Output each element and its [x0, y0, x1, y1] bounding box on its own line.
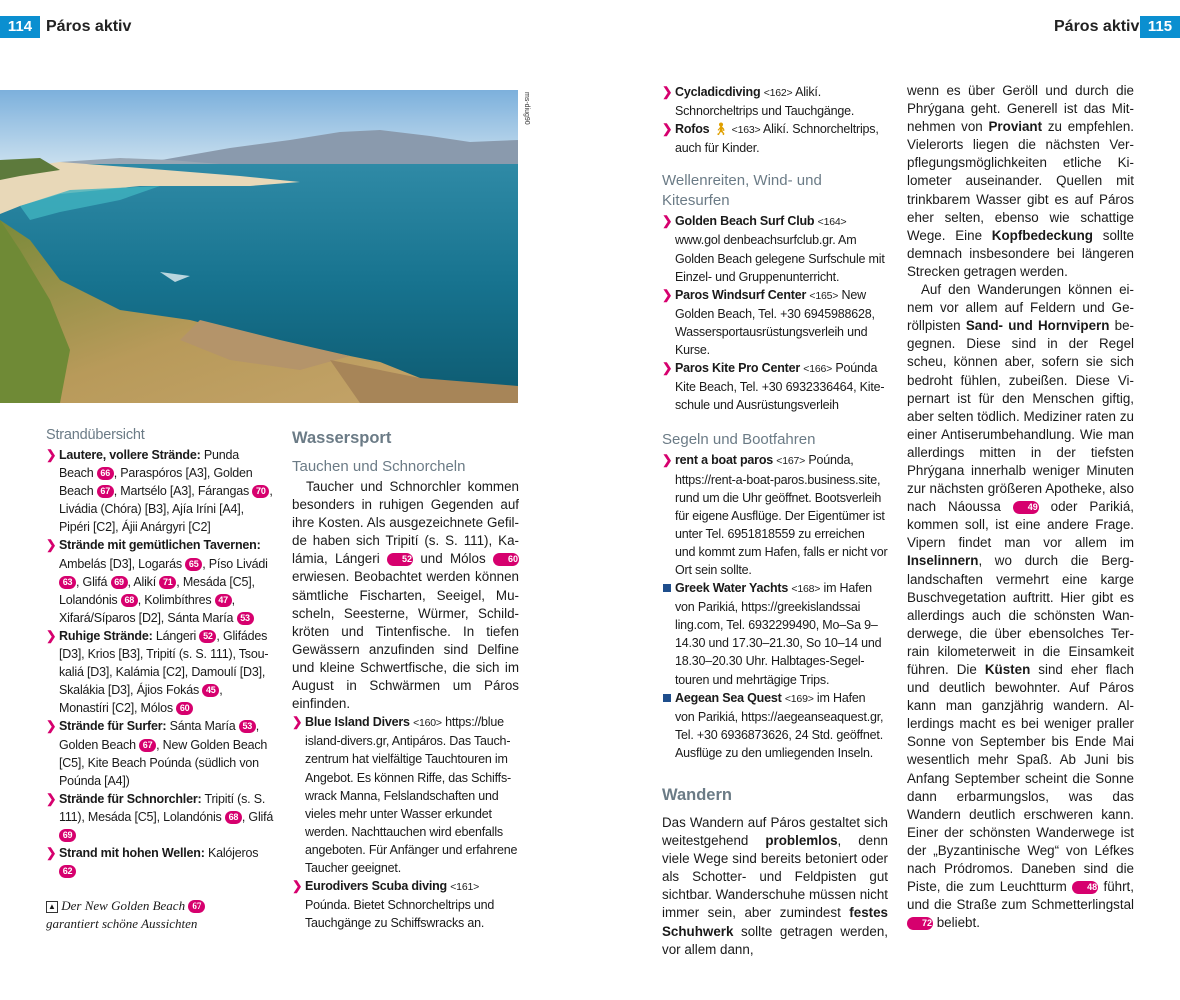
list-item: ❯ Rofos 🚶︎ <163> Alikí. Schnorcheltrips, auch für Kinder.: [662, 122, 879, 156]
photo-credit: ms-diug90: [523, 92, 530, 125]
wandern-title: Wandern: [662, 786, 732, 804]
tauchen-subtitle: Tauchen und Schnorcheln: [292, 458, 466, 475]
beach-photo: [0, 90, 518, 403]
child-icon: 🚶︎: [712, 122, 729, 137]
running-title-left: Páros aktiv: [46, 18, 132, 35]
caption-text-after: garantiert schöne Aussichten: [46, 916, 198, 931]
caption-text-before: Der New Golden Beach: [61, 898, 186, 913]
list-item: ❯ Golden Beach Surf Club <164> www.gol denbeachsurfclub.gr. Am Golden Beach gelegene Surfschule mit Einzel- und Gruppenunterricht.: [662, 214, 885, 284]
page-number-right: 115: [1140, 16, 1180, 38]
wassersport-intro: Taucher und Schnorchler kommen besonders in ruhigen Gegenden auf ihre Kosten. Als ausgezeichnete Gefilde haben sich Tripití (s. S. 111), Kalámia, Lángeri 52 und Mólos 60 erwiesen. Beobachtet werden können sämtliche Fischarten, Seeigel, Muscheln, Seesterne, Würmer, Schildkröten und Tintenfische. In tiefen Gewässern anzufinden sind Delfine und kleine Schwertfische, die sich im August in Schwärmen um Páros einfinden.: [292, 479, 519, 712]
list-item: ❯ Strände mit gemütlichen Tavernen: Ambelás [D3], Logarás 65 , Píso Livádi 63 , Glifá 69 , Alikí 71 , Mesáda [C5], Lolandónis 68 , Kolimbíthres 47 , Xifará/Síparos [D2], Sánta María 53: [46, 538, 268, 625]
wassersport-section: [292, 427, 519, 932]
caption-arrow-icon: ▲: [46, 901, 58, 913]
list-item: ❯ Paros Kite Pro Center <166> Poúnda Kite Beach, Tel. +30 6932336464, Kiteschule und Ausrüstungsverleih: [662, 361, 885, 413]
list-item: ❯ Strände für Schnorchler: Tripití (s. S. 111), Mesáda [C5], Lolandónis 68 , Glifá 69: [46, 791, 274, 840]
wandern-text-1: wenn es über Geröll und durch die Phrýgana geht. Generell ist das Mitnehmen von Proviant zu empfehlen. Vielerorts liegen die nächsten Verpflegungsmöglichkeiten etliche Kilometer auseinander. Quellen mit trinkbarem Wasser gibt es auf Páros eher selten, ebenso wie schattige Wege. Eine Kopfbedeckung sollte demnach insbesondere bei längeren Strecken getragen werden.: [907, 83, 1135, 279]
caption-badge: 67: [188, 900, 205, 913]
wandern-text-2: Auf den Wanderungen können einem vor allem auf Feldern und Geröllpisten Sand- und Hornvipern begegnen. Diese sind in der Regel scheu, können aber, sofern sie sich bedroht fühlen, zubeißen. Diese Vipernart ist für den Menschen giftig, aber selten tödlich. Mediziner raten zu einer Antiserumbehandlung. Wie man allerdings mitten in der tiefsten Phrýgana innerhalb weniger Minuten zur nächsten größeren Apotheke, also nach Náoussa 49 oder Parikiá, kommen soll, ist eine andere Frage. Vipern findet man vor allem im Inselinnern, wo durch die Berglandschaften vermehrt eine karge Buschvegetation auftritt. Hier gibt es allerdings auch die schönsten Wanderwege, die über ebensolches Terrain kilometerweit in die Einsamkeit führen. Die Küsten sind eher flach und deutlich bewohnter. Auf Páros kann man ganzjährig wandern. Allerdings macht es bei weniger praller Sonne von September bis Ende Mai wesentlich mehr Spaß. Ab Juni bis Anfang September scheint die Sonne dann erbarmungslos, was das Wandern deutlich erschweren kann. Einer der schönsten Wanderwege ist der „Byzantinische Weg“ von Léfkes nach Pródromos. Daneben sind die Piste, die zum Leuchtturm 48 führt, und die Straße zum Schmetterlingstal 72 beliebt.: [907, 282, 1135, 931]
list-item: ❯ Eurodivers Scuba diving <161> Poúnda. Bietet Schnorcheltrips und Tauchgänge zu Schiffswracks an.: [292, 879, 495, 931]
surf-subtitle: Wellenreiten, Wind- und Kitesurfen: [662, 172, 822, 210]
list-item: ❯ Strände für Surfer: Sánta María 53 , Golden Beach 67 , New Golden Beach [C5], Kite Beach Poúnda (südlich von Poúnda [A4]): [46, 719, 268, 788]
segeln-subtitle: Segeln und Bootfahren: [662, 431, 816, 449]
list-item: ❯ Ruhige Strände: Lángeri 52 , Glifádes [D3], Krios [B3], Tripití (s. S. 111), Tsoukaliá [D3], Kalámia [C2], Damoulí [D3], Skalákia [D3], Ájios Fokás 45 , Monastíri [C2], Mólos 60: [46, 628, 269, 716]
beach-overview-title: Strandübersicht: [46, 427, 145, 443]
running-title-right: Páros aktiv: [1054, 18, 1140, 35]
right-column-1: [662, 83, 888, 959]
list-item: ❯ Lautere, vollere Strände: Punda Beach 66 , Paraspóros [A3], Golden Beach 67 , Martsélo [A3], Fárangas 70 , Livádia (Chóra) [B3], Ajía Iríni [A4], Pipéri [C2], Ájii Anárgyri [C2]: [46, 448, 273, 535]
list-item: ❯ Strand mit hohen Wellen: Kalójeros 62: [46, 846, 259, 877]
list-item: ❯ rent a boat paros <167> Poúnda, https://rent-a-boat-paros.business.site, rund um die Uhr geöffnet. Bootsverleih für eigene Ausflüge. Der Eigentümer ist unter Tel. 6951818559 zu erreichen und kommt zum Hafen, falls er nicht vor Ort sein sollte.: [662, 453, 888, 577]
list-item: Greek Water Yachts <168> im Hafen von Parikiá, https://greekislandssai ling.com, Tel. 6932299490, Mo–Sa 9–14.30 und 17.30–21.30, So 10–14 und 18.30–20.30 Uhr. Halbtages-Segeltouren und mehrtägige Trips.: [662, 579, 888, 689]
list-item: Aegean Sea Quest <169> im Hafen von Parikiá, https://aegeanseaquest.gr, Tel. +30 6936873626, 24 Std. geöffnet. Ausflüge zu den umliegenden Inseln.: [662, 689, 888, 762]
wandern-intro: Das Wandern auf Páros gestaltet sich weitestgehend problemlos, denn viele Wege sind bereits betoniert oder als Schotter- und Feldpisten gut sichtbar. Wanderschuhe müssen nicht immer sein, aber zumindest festes Schuhwerk sollte getragen werden, vor allem dann,: [662, 815, 888, 957]
right-column-2: [907, 82, 1134, 932]
list-item: ❯ Paros Windsurf Center <165> New Golden Beach, Tel. +30 6945988628, Wassersportausrüstungsverleih und Kurse.: [662, 287, 875, 358]
list-item: ❯ Cycladicdiving <162> Alikí. Schnorcheltrips und Tauchgänge.: [662, 85, 855, 119]
photo-caption: [46, 897, 276, 933]
page-number-left: 114: [0, 16, 40, 38]
beach-overview: [46, 425, 274, 880]
list-item: ❯ Blue Island Divers <160> https://blue island-divers.gr, Antipáros. Das Tauchzentrum hat vielfältige Tauchtouren im Angebot. Es können Riffe, das Schiffswrack Manna, Felslandschaften und vieles mehr unter Wasser erkundet werden. Nachttauchen wird ebenfalls angeboten. Für Anfänger und erfahrene Taucher geeignet.: [292, 715, 518, 875]
wassersport-title: Wassersport: [292, 429, 392, 447]
